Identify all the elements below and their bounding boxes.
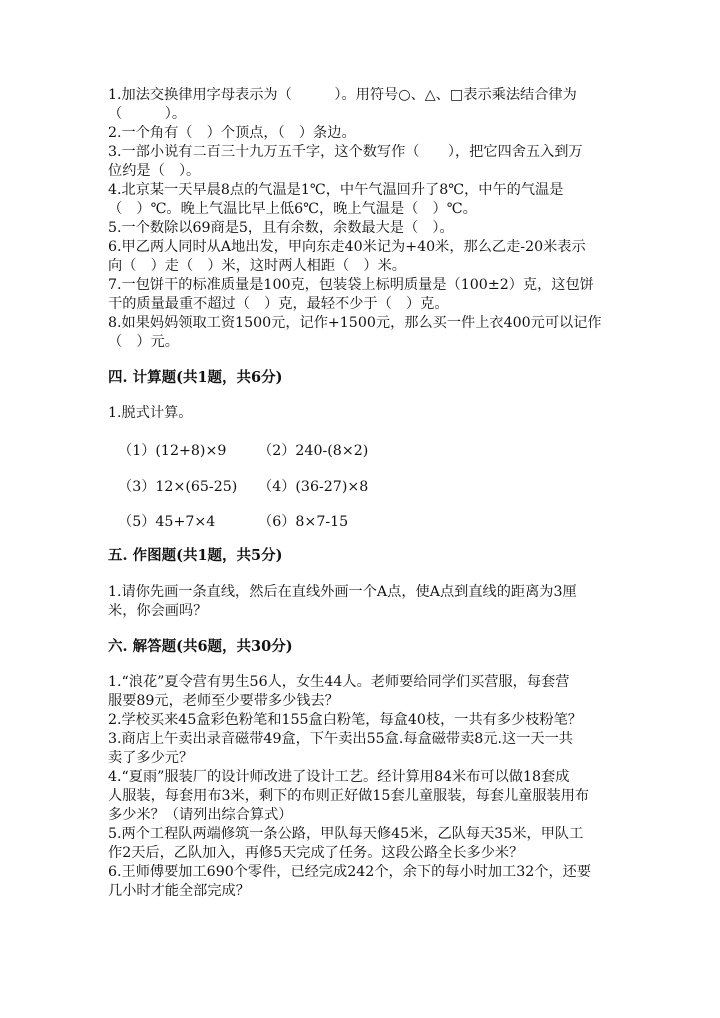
word-problems: [108, 673, 618, 901]
question-item: [108, 219, 618, 238]
question-line: 向（ ）走（ ）米，这时两人相距（ ）米。: [108, 258, 406, 274]
question-line: 4.北京某一天早晨8点的气温是1℃，中午气温回升了8℃，中午的气温是: [108, 182, 564, 198]
question-line: 5.两个工程队两端修筑一条公路，甲队每天修45米，乙队每天35米，甲队工: [108, 826, 584, 842]
calculation-row: [118, 477, 368, 497]
question-item: [108, 673, 618, 711]
drawing-question: [108, 583, 618, 621]
question-line: 8.如果妈妈领取工资1500元，记作+1500元，那么买一件上衣400元可以记作: [108, 315, 602, 331]
question-line: 2.学校买来45盒彩色粉笔和155盒白粉笔，每盒40枝，一共有多少枝粉笔？: [108, 712, 582, 728]
question-item: [108, 143, 618, 181]
question-line: 干的质量最重不超过（ ）克，最轻不少于（ ）克。: [108, 296, 449, 312]
question-line: 多少米？（请列出综合算式）: [108, 807, 293, 823]
question-line: （ ）℃。晚上气温比早上低6℃，晚上气温是（ ）℃。: [108, 201, 477, 217]
section-heading-drawing: 五. 作图题(共1题，共5分): [108, 547, 283, 564]
question-line: 卖了多少元？: [108, 750, 194, 766]
question-line: 3.一部小说有二百三十九万五千字，这个数写作（ ），把它四舍五入到万: [108, 144, 583, 160]
question-line: 人服装，每套用布3米，剩下的布则正好做15套儿童服装，每套儿童服装用布: [108, 788, 590, 804]
question-line: （ ）元。: [108, 334, 179, 350]
question-item: [108, 825, 618, 863]
question-line: 1.请你先画一条直线，然后在直线外画一个A点，使A点到直线的距离为3厘: [108, 584, 577, 600]
calculation-item: （4）(36-27)×8: [258, 479, 369, 495]
question-line: 1.加法交换律用字母表示为（ ）。用符号○、△、□表示乘法结合律为: [108, 87, 577, 103]
question-line: 服要89元，老师至少要带多少钱去？: [108, 693, 339, 709]
calculation-row: [118, 441, 368, 461]
question-item: [108, 124, 618, 143]
question-line: 6.甲乙两人同时从A地出发，甲向东走40米记为+40米，那么乙走-20米表示: [108, 239, 586, 255]
section-heading-calculation: 四. 计算题(共1题，共6分): [108, 369, 283, 386]
fill-in-questions: [108, 86, 618, 352]
question-item: [108, 86, 618, 124]
question-line: （ ）。: [108, 106, 187, 122]
section-heading-word-problems: 六. 解答题(共6题，共30分): [108, 638, 293, 655]
question-line: 6.王师傅要加工690个零件，已经完成242个，余下的每小时加工32个，还要: [108, 864, 592, 880]
calculation-item: （1）(12+8)×9: [118, 443, 227, 459]
question-item: [108, 863, 618, 901]
question-line: 2.一个角有（ ）个顶点，（ ）条边。: [108, 125, 356, 141]
question-line: 米，你会画吗？: [108, 603, 208, 619]
calculation-question: 1.脱式计算。: [108, 405, 193, 421]
question-item: [108, 181, 618, 219]
question-item: [108, 768, 618, 825]
question-item: [108, 314, 618, 352]
calculation-item: （5）45+7×4: [118, 514, 216, 530]
question-line: 3.商店上午卖出录音磁带49盒，下午卖出55盒.每盒磁带卖8元.这一天一共: [108, 731, 573, 747]
calculation-item: （6）8×7-15: [258, 514, 349, 530]
calculation-item: （3）12×(65-25): [118, 479, 238, 495]
question-item: [108, 238, 618, 276]
question-line: 1.“浪花”夏令营有男生56人，女生44人。老师要给同学们买营服，每套营: [108, 674, 570, 690]
question-line: 作2天后，乙队加入，再修5天完成了任务。这段公路全长多少米？: [108, 845, 524, 861]
question-item: [108, 711, 618, 730]
question-item: [108, 276, 618, 314]
question-line: 5.一个数除以69商是5，且有余数，余数最大是（ ）。: [108, 220, 454, 236]
calculation-row: [118, 512, 348, 532]
question-line: 位约是（ ）。: [108, 163, 201, 179]
question-line: 4.“夏雨”服装厂的设计师改进了设计工艺。经计算用84米布可以做18套成: [108, 769, 570, 785]
question-line: 几小时才能全部完成？: [108, 883, 250, 899]
calculation-item: （2）240-(8×2): [258, 443, 369, 459]
question-item: [108, 730, 618, 768]
question-line: 7.一包饼干的标准质量是100克，包装袋上标明质量是（100±2）克，这包饼: [108, 277, 594, 293]
